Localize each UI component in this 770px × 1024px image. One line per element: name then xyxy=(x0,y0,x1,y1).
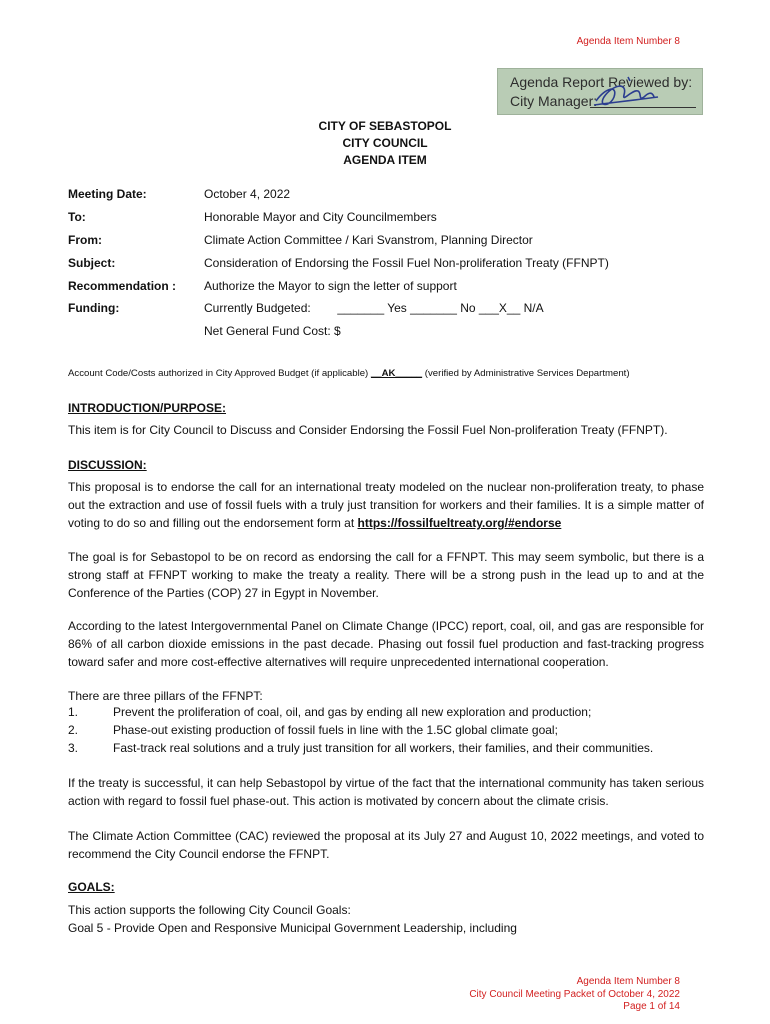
meeting-date-label: Meeting Date: xyxy=(68,187,147,201)
discussion-paragraph-4: If the treaty is successful, it can help Sebastopol by virtue of the fact that the international community has taken serious action with regard to fossil fuel phase-out. This action is motivated by concern about the climate crisis. xyxy=(68,776,704,808)
title-city: CITY OF SEBASTOPOL xyxy=(318,119,452,133)
discussion-paragraph-5: The Climate Action Committee (CAC) reviewed the proposal at its July 27 and August 10, 2022 meetings, and voted to recommend the City Council endorse the FFNPT. xyxy=(68,829,704,861)
funding-label: Funding: xyxy=(68,301,120,315)
pillar-text: Prevent the proliferation of coal, oil, and gas by ending all new exploration and production; xyxy=(113,705,592,719)
pillar-text: Fast-track real solutions and a truly just transition for all workers, their families, and their communities. xyxy=(113,741,654,755)
recommendation-value: Authorize the Mayor to sign the letter of support xyxy=(204,279,457,293)
goals-intro: This action supports the following City Council Goals: xyxy=(68,903,351,917)
from-label: From: xyxy=(68,233,102,247)
document-title xyxy=(0,118,770,169)
pillar-number: 2. xyxy=(68,723,79,737)
pillar-text: Phase-out existing production of fossil fuels in line with the 1.5C global climate goal; xyxy=(113,723,558,737)
footer-agenda-item: Agenda Item Number 8 xyxy=(576,976,680,987)
endorse-link[interactable]: https://fossilfueltreaty.org/#endorse xyxy=(357,516,562,530)
to-value: Honorable Mayor and City Councilmembers xyxy=(204,210,437,224)
footer-page-number: Page 1 of 14 xyxy=(623,1001,680,1012)
subject-value: Consideration of Endorsing the Fossil Fuel Non-proliferation Treaty (FFNPT) xyxy=(204,256,609,270)
discussion-heading: DISCUSSION: xyxy=(68,458,147,472)
header-agenda-item: Agenda Item Number 8 xyxy=(576,36,680,47)
title-agenda-item: AGENDA ITEM xyxy=(343,153,427,167)
intro-heading: INTRODUCTION/PURPOSE: xyxy=(68,401,227,415)
account-code-prefix: Account Code/Costs authorized in City Approved Budget (if applicable) xyxy=(68,368,371,379)
to-label: To: xyxy=(68,210,86,224)
footer-meeting-packet: City Council Meeting Packet of October 4, 2022 xyxy=(469,988,680,1000)
signature-image xyxy=(588,67,668,115)
account-code-line xyxy=(68,368,630,379)
review-stamp xyxy=(497,68,703,115)
discussion-paragraph-3: According to the latest Intergovernmental Panel on Climate Change (IPCC) report, coal, oil, and gas are responsible for 86% of all carbon dioxide emissions in the past decade. Phasing out fossil fuel production and fast-tracking progress toward safer and more cost-effective alternatives will require unprecedented international cooperation. xyxy=(68,619,704,669)
pillar-number: 1. xyxy=(68,705,79,719)
goal-5: Goal 5 - Provide Open and Responsive Municipal Government Leadership, including xyxy=(68,921,517,935)
pillar-number: 3. xyxy=(68,741,79,755)
subject-label: Subject: xyxy=(68,256,116,270)
net-general-fund-cost: Net General Fund Cost: $ xyxy=(204,324,341,338)
meeting-date-value: October 4, 2022 xyxy=(204,187,291,201)
intro-text: This item is for City Council to Discuss and Consider Endorsing the Fossil Fuel Non-proliferation Treaty (FFNPT). xyxy=(68,423,668,437)
title-council: CITY COUNCIL xyxy=(342,136,428,150)
page-footer xyxy=(469,976,680,1014)
stamp-city-manager-label: City Manager: xyxy=(510,93,598,109)
pillars-intro: There are three pillars of the FFNPT: xyxy=(68,689,263,703)
account-code-initials: __AK_____ xyxy=(370,368,423,379)
discussion-p1-text: This proposal is to endorse the call for an international treaty modeled on the nuclear non-proliferation treaty, to phase out the extraction and use of fossil fuels with a truly just transition for workers and their families. It is a simple matter of voting to do so and filling out the endorsement form at xyxy=(68,480,704,530)
goals-heading: GOALS: xyxy=(68,880,115,894)
discussion-paragraph-1 xyxy=(68,478,704,532)
discussion-paragraph-2: The goal is for Sebastopol to be on record as endorsing the call for a FFNPT. This may seem symbolic, but there is a strong staff at FFNPT working to make the treaty a reality. There will be a strong push in the lead up to and at the Conference of the Parties (COP) 27 in Egypt in November. xyxy=(68,550,704,600)
funding-value: Currently Budgeted: _______ Yes _______ No ___X__ N/A xyxy=(204,301,544,315)
account-code-suffix: (verified by Administrative Services Department) xyxy=(422,368,630,379)
stamp-reviewed-label: Agenda Report Reviewed by: xyxy=(510,74,693,90)
recommendation-label: Recommendation : xyxy=(68,279,177,293)
from-value: Climate Action Committee / Kari Svanstrom, Planning Director xyxy=(204,233,533,247)
